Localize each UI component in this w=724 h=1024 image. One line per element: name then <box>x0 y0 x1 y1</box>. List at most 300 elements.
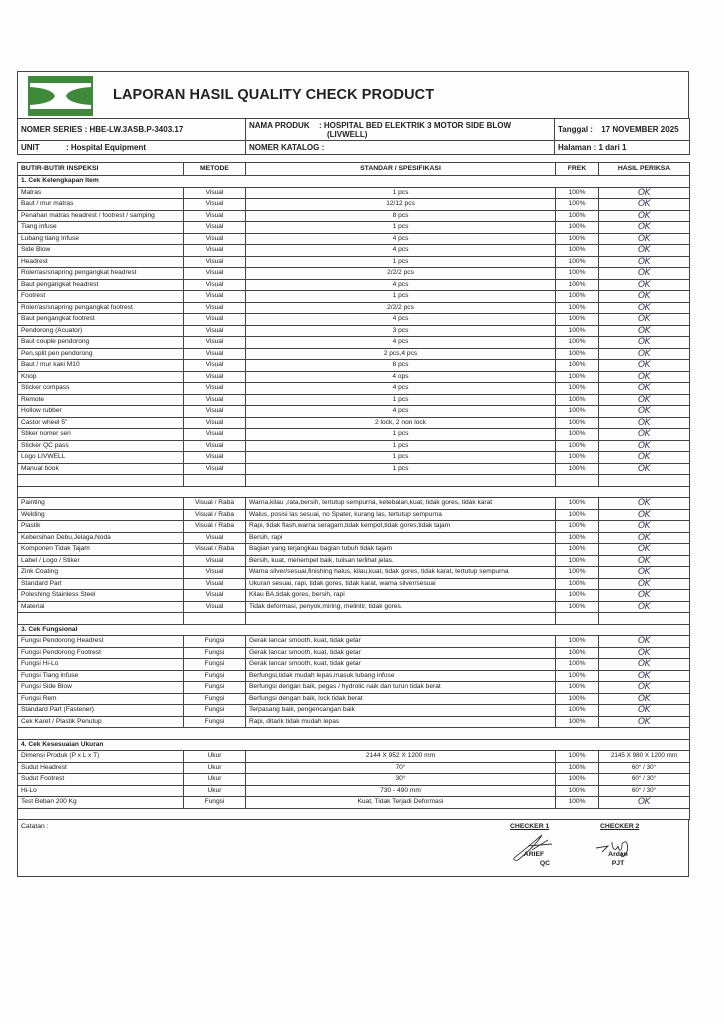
table-row <box>18 406 690 418</box>
inspection-method: Fungsi <box>184 797 246 809</box>
blank-row <box>18 475 690 487</box>
inspection-standard: 4 pcs <box>246 245 556 257</box>
inspection-method: Visual <box>184 578 246 590</box>
inspection-result: OK <box>599 325 690 337</box>
inspection-standard: Terpasang baik, pengencangan baik <box>246 705 556 717</box>
inspection-item: Standard Part (Fastener) <box>18 705 184 717</box>
inspection-result: OK <box>599 199 690 211</box>
inspection-method: Visual <box>184 325 246 337</box>
table-row <box>18 716 690 728</box>
inspection-method: Visual <box>184 463 246 475</box>
table-row <box>18 360 690 372</box>
inspection-standard: Berfungsi dengan baik, pegas / hydrolic naik dan turun tidak berat <box>246 682 556 694</box>
inspection-standard: Berfungsi,tidak mudah lepas,masuk lubang infuse <box>246 670 556 682</box>
table-row <box>18 417 690 429</box>
table-row <box>18 222 690 234</box>
inspection-result: 60° / 30° <box>599 785 690 797</box>
inspection-item: Knop <box>18 371 184 383</box>
inspection-item: Tiang infuse <box>18 222 184 234</box>
inspection-frequency: 100% <box>556 509 599 521</box>
inspection-result: OK <box>599 544 690 556</box>
inspection-frequency: 100% <box>556 659 599 671</box>
inspection-frequency: 100% <box>556 279 599 291</box>
inspection-method: Visual <box>184 371 246 383</box>
qc-report-sheet <box>17 71 689 877</box>
table-row <box>18 463 690 475</box>
table-row <box>18 670 690 682</box>
table-row <box>18 394 690 406</box>
inspection-frequency: 100% <box>556 199 599 211</box>
inspection-standard: 4 pcs <box>246 383 556 395</box>
inspection-item: Footrest <box>18 291 184 303</box>
inspection-result: 60° / 30° <box>599 762 690 774</box>
inspection-result: OK <box>599 567 690 579</box>
inspection-frequency: 100% <box>556 567 599 579</box>
date-label: Tanggal : <box>558 125 593 134</box>
inspection-standard: Bagian yang terjangkau bagian tubuh tidak tajam <box>246 544 556 556</box>
blank-cell <box>18 486 690 498</box>
inspection-result: OK <box>599 245 690 257</box>
inspection-standard: Kuat, Tidak Terjadi Deformasi <box>246 797 556 809</box>
product-name-value <box>319 121 511 139</box>
inspection-item: Painting <box>18 498 184 510</box>
document-title: LAPORAN HASIL QUALITY CHECK PRODUCT <box>113 87 435 103</box>
inspection-method: Visual <box>184 383 246 395</box>
checker2-name: Ardan <box>608 851 628 858</box>
inspection-result: OK <box>599 440 690 452</box>
table-row <box>18 302 690 314</box>
inspection-method: Visual <box>184 567 246 579</box>
inspection-method: Ukur <box>184 774 246 786</box>
inspection-item: Dimensi Produk (P x L x T) <box>18 751 184 763</box>
inspection-method: Visual <box>184 555 246 567</box>
inspection-result: OK <box>599 797 690 809</box>
checker2-label: CHECKER 2 <box>600 823 640 830</box>
inspection-item: Standard Part <box>18 578 184 590</box>
inspection-item: Logo LIVWELL <box>18 452 184 464</box>
inspection-standard: 4 ops <box>246 371 556 383</box>
inspection-result: OK <box>599 406 690 418</box>
inspection-frequency: 100% <box>556 578 599 590</box>
date-cell <box>555 119 690 141</box>
inspection-result: OK <box>599 417 690 429</box>
inspection-method: Visual <box>184 440 246 452</box>
inspection-standard: 1 pcs <box>246 291 556 303</box>
product-name-line2: (LIVWELL) <box>327 129 368 139</box>
notes-label: Catatan : <box>21 823 49 830</box>
inspection-frequency: 100% <box>556 636 599 648</box>
inspection-item: Stiker nomer seri <box>18 429 184 441</box>
inspection-standard: Gerak lancar smooth, kuat, tidak getar <box>246 647 556 659</box>
inspection-frequency: 100% <box>556 222 599 234</box>
inspection-item: Hollow rubber <box>18 406 184 418</box>
inspection-standard: Walus, posisi las sesuai, no Spater, kurang las, tertutup sempurna <box>246 509 556 521</box>
table-row <box>18 647 690 659</box>
inspection-item: Test Beban 200 Kg <box>18 797 184 809</box>
inspection-standard: 1 pcs <box>246 394 556 406</box>
product-name <box>246 119 555 141</box>
inspection-frequency: 100% <box>556 498 599 510</box>
inspection-frequency: 100% <box>556 325 599 337</box>
blank-cell <box>18 475 184 487</box>
inspection-item: Welding <box>18 509 184 521</box>
inspection-result: OK <box>599 222 690 234</box>
inspection-frequency: 100% <box>556 256 599 268</box>
blank-cell <box>556 475 599 487</box>
inspection-method: Visual <box>184 429 246 441</box>
col-header-method: METODE <box>184 163 246 176</box>
table-row <box>18 693 690 705</box>
inspection-item: Sticker QC pass <box>18 440 184 452</box>
inspection-frequency: 100% <box>556 348 599 360</box>
inspection-standard: 3 pcs <box>246 325 556 337</box>
inspection-result: OK <box>599 360 690 372</box>
inspection-standard: 1 pcs <box>246 256 556 268</box>
inspection-result: OK <box>599 716 690 728</box>
inspection-standard: 1 pcs <box>246 429 556 441</box>
inspection-result: OK <box>599 636 690 648</box>
inspection-item: Fungsi Side Blow <box>18 682 184 694</box>
inspection-method: Fungsi <box>184 682 246 694</box>
col-header-item: BUTIR-BUTIR INSPEKSI <box>18 163 184 176</box>
inspection-item: Sudut Headrest <box>18 762 184 774</box>
blank-cell <box>18 728 690 740</box>
inspection-frequency: 100% <box>556 693 599 705</box>
inspection-method: Visual / Raba <box>184 498 246 510</box>
inspection-result: OK <box>599 555 690 567</box>
table-row <box>18 337 690 349</box>
inspection-method: Visual <box>184 291 246 303</box>
inspection-standard: 4 pcs <box>246 233 556 245</box>
inspection-item: Manual book <box>18 463 184 475</box>
inspection-standard: 4 pcs <box>246 406 556 418</box>
inspection-method: Fungsi <box>184 705 246 717</box>
inspection-frequency: 100% <box>556 601 599 613</box>
blank-cell <box>599 613 690 625</box>
table-row <box>18 555 690 567</box>
section-header-row <box>18 624 690 636</box>
inspection-result: OK <box>599 394 690 406</box>
inspection-item: Lubang tiang Infuse <box>18 233 184 245</box>
blank-cell <box>184 475 246 487</box>
inspection-standard: Rapi, ditarik tidak mudah lepas <box>246 716 556 728</box>
inspection-result: OK <box>599 187 690 199</box>
inspection-frequency: 100% <box>556 371 599 383</box>
table-row <box>18 452 690 464</box>
inspection-method: Visual <box>184 590 246 602</box>
blank-cell <box>246 613 556 625</box>
checker1-name: ARIEF <box>523 851 545 858</box>
table-row <box>18 544 690 556</box>
inspection-result: OK <box>599 498 690 510</box>
inspection-method: Visual <box>184 222 246 234</box>
date-value: 17 NOVEMBER 2025 <box>601 125 679 134</box>
inspection-standard: 2/2/2 pcs <box>246 268 556 280</box>
inspection-result: OK <box>599 233 690 245</box>
inspection-item: Castor wheel 5" <box>18 417 184 429</box>
inspection-frequency: 100% <box>556 394 599 406</box>
inspection-result: OK <box>599 279 690 291</box>
inspection-frequency: 100% <box>556 291 599 303</box>
table-row <box>18 578 690 590</box>
inspection-item: Roler/as/snapring pengangkat headrest <box>18 268 184 280</box>
inspection-frequency: 100% <box>556 429 599 441</box>
unit-label: UNIT <box>21 143 40 152</box>
inspection-item: Label / Logo / Stiker <box>18 555 184 567</box>
inspection-method: Visual <box>184 279 246 291</box>
inspection-method: Visual <box>184 337 246 349</box>
inspection-method: Fungsi <box>184 636 246 648</box>
inspection-item: Pendorong (Acuator) <box>18 325 184 337</box>
inspection-item: Fungsi Pendorong Headrest <box>18 636 184 648</box>
inspection-result: OK <box>599 302 690 314</box>
inspection-frequency: 100% <box>556 716 599 728</box>
inspection-result: OK <box>599 578 690 590</box>
inspection-standard: 730 - 490 mm <box>246 785 556 797</box>
inspection-method: Visual <box>184 406 246 418</box>
col-header-frequency: FREK <box>556 163 599 176</box>
inspection-result: 2145 X 980 X 1200 mm <box>599 751 690 763</box>
inspection-item: Material <box>18 601 184 613</box>
blank-cell <box>184 613 246 625</box>
inspection-method: Visual / Raba <box>184 544 246 556</box>
checker1-role: QC <box>539 860 551 867</box>
inspection-frequency: 100% <box>556 797 599 809</box>
inspection-item: Hi-Lo <box>18 785 184 797</box>
inspection-standard: Warna,kilau ,rata,bersih, tertutup sempurna, ketebalan,kuat, tidak gores, tidak karat <box>246 498 556 510</box>
catalog-number: NOMER KATALOG : <box>246 141 555 155</box>
inspection-method: Visual <box>184 452 246 464</box>
meta-table <box>17 118 690 155</box>
inspection-item: Poleshing Stainless Steel <box>18 590 184 602</box>
inspection-result: OK <box>599 532 690 544</box>
inspection-frequency: 100% <box>556 705 599 717</box>
inspection-result: OK <box>599 647 690 659</box>
inspection-standard: 2 lock, 2 non lock <box>246 417 556 429</box>
table-row <box>18 774 690 786</box>
table-row <box>18 210 690 222</box>
inspection-frequency: 100% <box>556 337 599 349</box>
table-row <box>18 314 690 326</box>
inspection-frequency: 100% <box>556 417 599 429</box>
inspection-method: Visual <box>184 199 246 211</box>
product-name-label: NAMA PRODUK <box>249 120 310 130</box>
inspection-method: Ukur <box>184 751 246 763</box>
inspection-item: Matras <box>18 187 184 199</box>
inspection-frequency: 100% <box>556 590 599 602</box>
table-row <box>18 383 690 395</box>
inspection-standard: 12/12 pcs <box>246 199 556 211</box>
table-row <box>18 498 690 510</box>
inspection-standard: Gerak lancar smooth, kuat, tidak getar <box>246 659 556 671</box>
unit-value: : Hospital Equipment <box>66 143 146 152</box>
inspection-standard: Tidak deformasi, penyok,miring, melintir, tidak gores. <box>246 601 556 613</box>
table-row <box>18 371 690 383</box>
inspection-result: OK <box>599 682 690 694</box>
inspection-frequency: 100% <box>556 532 599 544</box>
table-row <box>18 245 690 257</box>
inspection-item: Sticker compass <box>18 383 184 395</box>
inspection-standard: Ukuran sesuai, rapi, tidak gores, tidak karat, warna silver/sesuai <box>246 578 556 590</box>
inspection-result: OK <box>599 337 690 349</box>
inspection-result: OK <box>599 659 690 671</box>
inspection-item: Baut couple pendorong <box>18 337 184 349</box>
blank-cell <box>18 808 690 820</box>
inspection-frequency: 100% <box>556 268 599 280</box>
table-row <box>18 751 690 763</box>
blank-row <box>18 486 690 498</box>
section-title: 1. Cek Kelengkapan Item <box>18 176 690 188</box>
title-block <box>17 71 689 118</box>
inspection-frequency: 100% <box>556 463 599 475</box>
table-row <box>18 233 690 245</box>
inspection-standard: Kilau BA,tidak gores, bersih, rapi <box>246 590 556 602</box>
inspection-item: Baut pengangkat footrest <box>18 314 184 326</box>
inspection-result: OK <box>599 371 690 383</box>
product-name-line1: : HOSPITAL BED ELEKTRIK 3 MOTOR SIDE BLOW <box>319 120 512 130</box>
table-row <box>18 601 690 613</box>
section-header-row <box>18 739 690 751</box>
inspection-standard: Berfungsi dengan baik, lock tidak berat <box>246 693 556 705</box>
inspection-item: Baut pengangkat headrest <box>18 279 184 291</box>
inspection-table <box>17 162 690 820</box>
table-row <box>18 636 690 648</box>
inspection-standard: 4 pcs <box>246 314 556 326</box>
inspection-standard: Warna silver/sesuai,finishing halus, kilau,kuat, tidak gores, tidak karat, tertutup sempurna <box>246 567 556 579</box>
inspection-item: Remote <box>18 394 184 406</box>
inspection-item: Plastik <box>18 521 184 533</box>
table-row <box>18 199 690 211</box>
signature-footer <box>17 820 689 877</box>
table-header-row <box>18 163 690 176</box>
inspection-frequency: 100% <box>556 383 599 395</box>
inspection-method: Visual <box>184 601 246 613</box>
inspection-frequency: 100% <box>556 544 599 556</box>
inspection-method: Visual / Raba <box>184 521 246 533</box>
inspection-method: Fungsi <box>184 647 246 659</box>
inspection-frequency: 100% <box>556 245 599 257</box>
inspection-result: OK <box>599 256 690 268</box>
blank-cell <box>18 613 184 625</box>
inspection-method: Visual <box>184 417 246 429</box>
inspection-method: Fungsi <box>184 659 246 671</box>
inspection-method: Visual / Raba <box>184 509 246 521</box>
table-row <box>18 279 690 291</box>
col-header-standard: STANDAR / SPESIFIKASI <box>246 163 556 176</box>
inspection-result: OK <box>599 693 690 705</box>
inspection-frequency: 100% <box>556 187 599 199</box>
inspection-method: Visual <box>184 532 246 544</box>
inspection-frequency: 100% <box>556 233 599 245</box>
col-header-result: HASIL PERIKSA <box>599 163 690 176</box>
inspection-result: 60° / 30° <box>599 774 690 786</box>
table-row <box>18 268 690 280</box>
table-row <box>18 682 690 694</box>
inspection-method: Fungsi <box>184 670 246 682</box>
inspection-frequency: 100% <box>556 670 599 682</box>
table-row <box>18 348 690 360</box>
section-header-row <box>18 176 690 188</box>
inspection-result: OK <box>599 705 690 717</box>
inspection-result: OK <box>599 314 690 326</box>
checker1-label: CHECKER 1 <box>510 823 550 830</box>
table-row <box>18 187 690 199</box>
inspection-result: OK <box>599 463 690 475</box>
inspection-result: OK <box>599 590 690 602</box>
table-row <box>18 785 690 797</box>
inspection-method: Visual <box>184 187 246 199</box>
inspection-method: Visual <box>184 268 246 280</box>
inspection-frequency: 100% <box>556 210 599 222</box>
page-indicator: Halaman : 1 dari 1 <box>555 141 690 155</box>
inspection-item: Penahan matras headrest / footrest / samping <box>18 210 184 222</box>
inspection-result: OK <box>599 429 690 441</box>
inspection-method: Visual <box>184 348 246 360</box>
inspection-method: Visual <box>184 302 246 314</box>
inspection-item: Roler/as/snapring pengangkat footrest <box>18 302 184 314</box>
blank-cell <box>246 475 556 487</box>
table-row <box>18 659 690 671</box>
inspection-frequency: 100% <box>556 406 599 418</box>
inspection-result: OK <box>599 601 690 613</box>
inspection-standard: 30° <box>246 774 556 786</box>
inspection-standard: Bersih, rapi <box>246 532 556 544</box>
inspection-frequency: 100% <box>556 452 599 464</box>
inspection-result: OK <box>599 268 690 280</box>
table-row <box>18 256 690 268</box>
inspection-frequency: 100% <box>556 440 599 452</box>
inspection-frequency: 100% <box>556 762 599 774</box>
inspection-standard: Rapi, tidak flash,warna seragam,tidak kempot,tidak gores,tidak tajam <box>246 521 556 533</box>
inspection-standard: 1 pcs <box>246 440 556 452</box>
inspection-standard: 2/2/2 pcs <box>246 302 556 314</box>
table-row <box>18 440 690 452</box>
blank-cell <box>599 475 690 487</box>
blank-row <box>18 808 690 820</box>
table-row <box>18 797 690 809</box>
table-row <box>18 762 690 774</box>
table-row <box>18 325 690 337</box>
inspection-item: Fungsi Pendorong Footrest <box>18 647 184 659</box>
table-row <box>18 291 690 303</box>
inspection-result: OK <box>599 670 690 682</box>
inspection-method: Visual <box>184 256 246 268</box>
table-row <box>18 509 690 521</box>
series-number: NOMER SERIES : HBE-LW.3ASB.P-3403.17 <box>18 119 246 141</box>
inspection-standard: 1 pcs <box>246 452 556 464</box>
inspection-result: OK <box>599 210 690 222</box>
inspection-item: Sudut Footrest <box>18 774 184 786</box>
inspection-frequency: 100% <box>556 521 599 533</box>
inspection-frequency: 100% <box>556 751 599 763</box>
inspection-frequency: 100% <box>556 302 599 314</box>
inspection-method: Visual <box>184 245 246 257</box>
section-title: 3. Cek Fungsional <box>18 624 690 636</box>
inspection-standard: 8 pcs <box>246 210 556 222</box>
inspection-item: Zink Coating <box>18 567 184 579</box>
inspection-item: Baut / mur kaki M10 <box>18 360 184 372</box>
section-title: 4. Cek Kesesuaian Ukuran <box>18 739 690 751</box>
table-row <box>18 532 690 544</box>
inspection-item: Pen,split pen pendorong <box>18 348 184 360</box>
inspection-method: Visual <box>184 360 246 372</box>
inspection-result: OK <box>599 521 690 533</box>
inspection-item: Fungsi Rem <box>18 693 184 705</box>
inspection-standard: 2 pcs,4 pcs <box>246 348 556 360</box>
inspection-method: Ukur <box>184 762 246 774</box>
inspection-result: OK <box>599 383 690 395</box>
inspection-method: Fungsi <box>184 693 246 705</box>
